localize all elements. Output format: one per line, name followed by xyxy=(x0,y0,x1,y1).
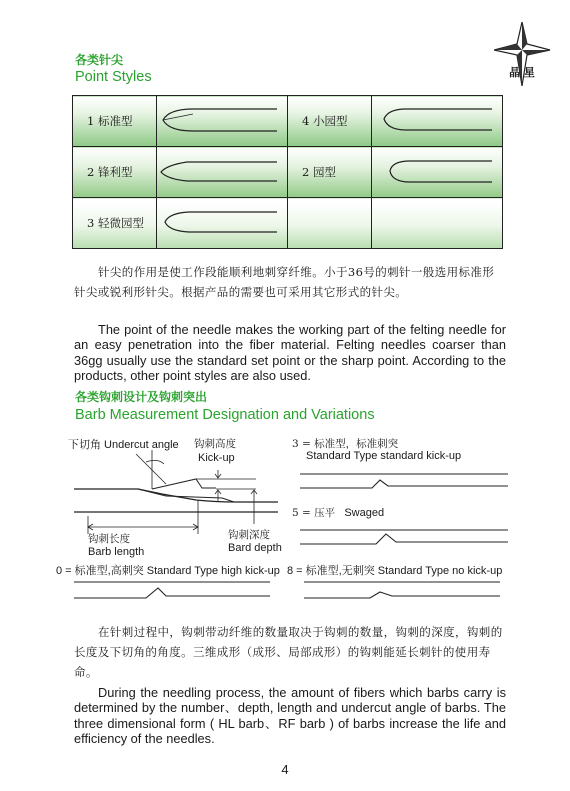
point-style-label: 4 小园型 xyxy=(288,96,372,147)
point-style-label: 3 轻微园型 xyxy=(73,198,157,249)
barb-depth-cn-label: 钩刺深度 xyxy=(228,529,270,541)
high-kickup-barb-icon xyxy=(70,576,280,606)
page-number: 4 xyxy=(281,762,289,777)
type8-label: 8 = 标准型,无刺突 Standard Type no kick-up xyxy=(287,565,503,577)
small-round-point-icon xyxy=(372,96,502,146)
kick-up-label: Kick-up xyxy=(198,452,235,464)
type3-label-en: Standard Type standard kick-up xyxy=(306,450,462,462)
standard-kickup-barb-icon xyxy=(296,466,516,494)
type3-barb-drawing xyxy=(296,466,516,494)
empty-cell xyxy=(372,198,503,249)
sharp-point-icon xyxy=(157,147,287,197)
barb-title-en: Barb Measurement Designation and Variations xyxy=(75,407,375,423)
point-styles-table xyxy=(72,95,503,249)
intro-text-en: The point of the needle makes the working part of the felting needle for an easy penetration into the fiber material. Felting needles coarser than 36gg usually use the standard set point or the sharp point. According to the products, other point styles are also used. xyxy=(74,322,506,384)
logo-text: 晶 星 xyxy=(509,66,535,79)
point-style-drawing xyxy=(157,147,288,198)
barb-length-en-label: Barb length xyxy=(88,546,145,558)
no-kickup-barb-icon xyxy=(300,576,510,606)
type5-barb-drawing xyxy=(296,522,516,550)
type0-label: 0 = 标准型,高刺突 Standard Type high kick-up xyxy=(56,565,280,577)
light-round-point-icon xyxy=(157,198,287,248)
empty-cell xyxy=(288,198,372,249)
intro-text-cn: 针尖的作用是使工作段能顺利地刺穿纤维。小于36号的刺针一般选用标准形针尖或锐利形针尖。根据产品的需要也可采用其它形式的针尖。 xyxy=(74,265,495,299)
barb-length-cn-label: 钩刺长度 xyxy=(88,533,130,545)
point-style-drawing xyxy=(372,96,503,147)
barb-title-cn: 各类钩刺设计及钩刺突出 xyxy=(75,390,208,404)
type8-barb-drawing xyxy=(300,576,510,606)
standard-point-icon xyxy=(157,96,287,146)
needling-text-cn: 在针刺过程中，钩刺带动纤维的数量取决于钩刺的数量，钩刺的深度，钩刺的长度及下切角的角度。三维成形（成形、局部成形）的钩刺能延长刺针的使用寿命。 xyxy=(74,625,503,679)
needling-text-en: During the needling process, the amount of fibers which barbs carry is determined by the number、depth, length and undercut angle of barbs. The three dimensional form ( HL barb、RF barb ) of barbs increase the life and efficiency of the needles. xyxy=(74,685,506,747)
point-style-drawing xyxy=(157,96,288,147)
barb-height-label: 钩刺高度 xyxy=(194,438,236,450)
section-title-en: Point Styles xyxy=(75,69,152,85)
point-style-label: 1 标准型 xyxy=(73,96,157,147)
point-style-label: 2 锋利型 xyxy=(73,147,157,198)
type0-barb-drawing xyxy=(70,576,280,606)
section-title-cn: 各类针尖 xyxy=(75,53,124,67)
type3-label-cn: 3 = 标准型，标准刺突 xyxy=(292,438,399,450)
type5-label: 5 = 压平 Swaged xyxy=(292,507,385,519)
point-style-drawing xyxy=(157,198,288,249)
undercut-angle-label: 下切角 Undercut angle xyxy=(68,439,179,451)
point-style-label: 2 园型 xyxy=(288,147,372,198)
point-style-drawing xyxy=(372,147,503,198)
barb-depth-en-label: Bard depth xyxy=(228,542,282,554)
swaged-barb-icon xyxy=(296,522,516,550)
round-point-icon xyxy=(372,147,502,197)
